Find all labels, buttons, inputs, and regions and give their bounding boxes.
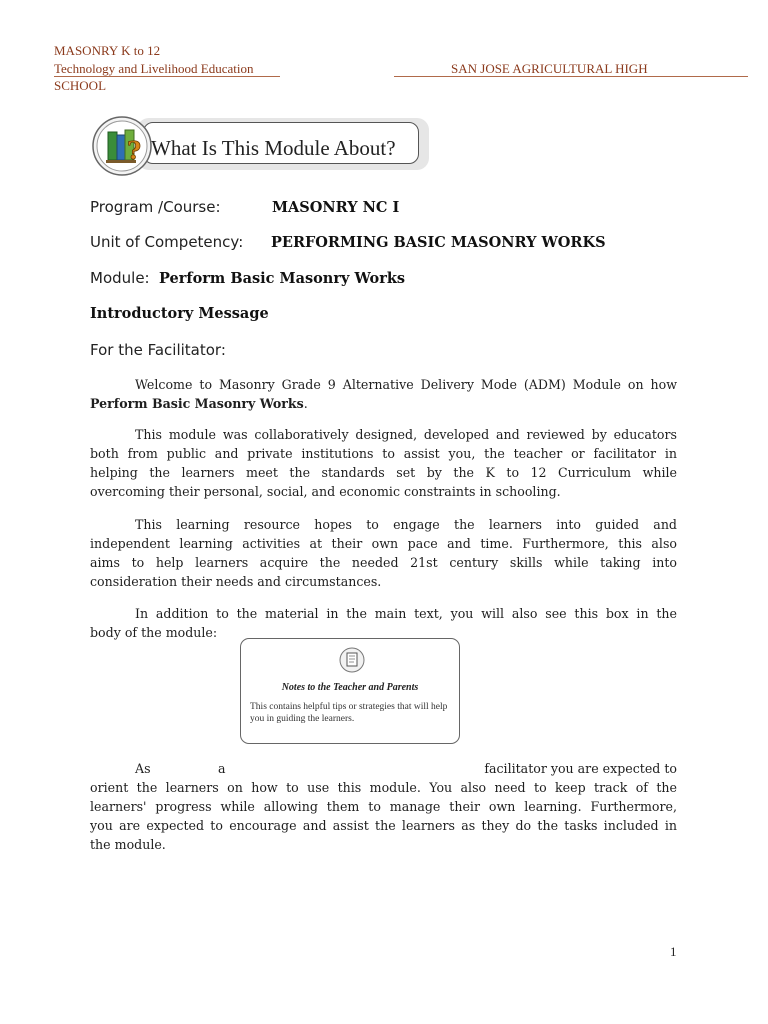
banner-title: What Is This Module About? bbox=[151, 136, 396, 160]
header-school: SAN JOSE AGRICULTURAL HIGH bbox=[451, 61, 648, 76]
paragraph-line: This learning resource hopes to engage the learners into guided and bbox=[135, 517, 677, 532]
unit-of-competency-row bbox=[90, 233, 606, 251]
module-name-emphasis: Perform Basic Masonry Works bbox=[90, 396, 304, 411]
paragraph-collaboration bbox=[90, 425, 677, 501]
unit-of-competency-label: Unit of Competency: bbox=[90, 233, 244, 251]
svg-text:?: ? bbox=[127, 136, 142, 165]
facilitator-heading: For the Facilitator: bbox=[90, 341, 226, 359]
notebook-icon bbox=[339, 647, 365, 673]
header-school-continued: SCHOOL bbox=[54, 78, 107, 93]
paragraph-punctuation: . bbox=[303, 396, 308, 411]
note-box-title: Notes to the Teacher and Parents bbox=[281, 682, 419, 693]
books-question-icon bbox=[91, 115, 153, 177]
paragraph-box-intro bbox=[90, 604, 677, 642]
page-number: 1 bbox=[670, 944, 677, 959]
paragraph-line bbox=[90, 394, 677, 413]
paragraph-line: the module. bbox=[90, 837, 166, 852]
paragraph-welcome bbox=[90, 375, 677, 413]
paragraph-line: independent learning activities at their own pace and time. Furthermore, this also bbox=[90, 536, 677, 551]
paragraph-line: you are expected to encourage and assist the learners as they do the tasks included in bbox=[90, 818, 677, 833]
paragraph-line: orient the learners on how to use this module. You also need to keep track of the bbox=[90, 780, 677, 795]
paragraph-line: Welcome to Masonry Grade 9 Alternative Delivery Mode (ADM) Module on how bbox=[135, 377, 677, 392]
paragraph-line bbox=[90, 759, 677, 778]
header-rule bbox=[394, 76, 748, 77]
program-course-label: Program /Course: bbox=[90, 198, 221, 216]
paragraph-line: body of the module: bbox=[90, 625, 218, 640]
program-course-value: MASONRY NC I bbox=[272, 199, 400, 216]
module-label: Module: bbox=[90, 269, 150, 287]
paragraph-line: learners' progress while allowing them to manage their own learning. Furthermore, bbox=[90, 799, 677, 814]
header-rule bbox=[54, 76, 280, 77]
header-course: MASONRY K to 12 bbox=[54, 43, 161, 58]
header-subject: Technology and Livelihood Education bbox=[54, 61, 254, 76]
paragraph-facilitator-role bbox=[90, 759, 677, 854]
program-course-row bbox=[90, 198, 400, 216]
paragraph-learning-resource bbox=[90, 515, 677, 591]
paragraph-word: a bbox=[218, 761, 226, 776]
paragraph-line: helping the learners meet the standards set by the K to 12 Curriculum while bbox=[90, 465, 677, 480]
paragraph-line: This module was collaboratively designed, developed and reviewed by educators bbox=[135, 427, 677, 442]
paragraph-line: overcoming their personal, social, and economic constraints in schooling. bbox=[90, 484, 561, 499]
module-row bbox=[90, 269, 406, 287]
module-title-banner bbox=[91, 115, 429, 179]
note-box-body: This contains helpful tips or strategies that will help you in guiding the learners. bbox=[250, 702, 448, 724]
notes-to-teacher-box bbox=[240, 638, 460, 744]
unit-of-competency-value: PERFORMING BASIC MASONRY WORKS bbox=[271, 234, 606, 251]
paragraph-word: facilitator you are expected to bbox=[484, 761, 677, 776]
paragraph-line: consideration their needs and circumstances. bbox=[90, 574, 382, 589]
paragraph-line: aims to help learners acquire the needed 21st century skills while taking into bbox=[90, 555, 677, 570]
paragraph-line: In addition to the material in the main text, you will also see this box in the bbox=[135, 606, 677, 621]
paragraph-line: both from public and private institutions to assist you, the teacher or facilitator in bbox=[90, 446, 677, 461]
paragraph-word: As bbox=[135, 761, 151, 776]
introductory-message-heading: Introductory Message bbox=[90, 305, 269, 322]
module-value: Perform Basic Masonry Works bbox=[159, 270, 406, 287]
